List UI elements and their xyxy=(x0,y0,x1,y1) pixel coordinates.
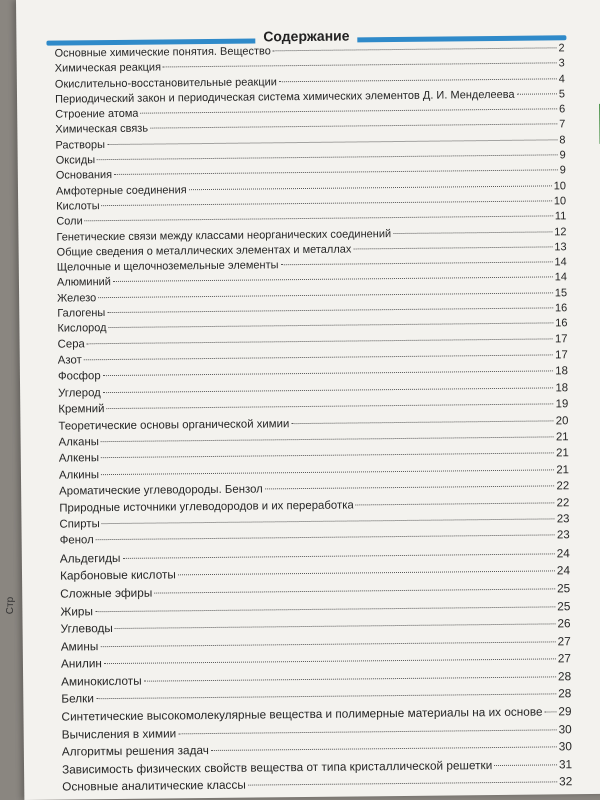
toc-entry-title: Кислоты xyxy=(56,200,100,213)
toc-entry-page: 15 xyxy=(554,286,568,300)
toc-entry-title: Железо xyxy=(57,291,97,305)
toc-entry-page: 7 xyxy=(559,118,566,131)
toc-entry-title: Амфотерные соединения xyxy=(55,183,187,198)
dot-leader xyxy=(100,641,555,647)
toc-entry-page: 17 xyxy=(555,349,568,362)
toc-entry-title: Алкины xyxy=(58,468,100,482)
dot-leader xyxy=(113,277,553,283)
toc-entry-page: 10 xyxy=(553,195,567,208)
toc-entry-page: 8 xyxy=(559,134,566,147)
toc-entry-page: 3 xyxy=(558,57,565,70)
toc-entry-page: 18 xyxy=(555,382,569,395)
toc-entry-title: Аминокислоты xyxy=(61,673,142,689)
dot-leader xyxy=(109,323,554,329)
toc-entry-title: Белки xyxy=(61,691,94,707)
dot-leader xyxy=(115,623,556,629)
toc-entry-page: 27 xyxy=(557,651,571,666)
dot-leader xyxy=(101,453,554,459)
dot-leader xyxy=(97,154,557,160)
toc-entry-title: Периодический закон и периодическая система химических элементов Д. И. Менделеева xyxy=(54,88,515,106)
toc-entry-title: Фенол xyxy=(59,534,94,547)
toc-entry-page: 14 xyxy=(554,271,568,284)
toc-entry-page: 12 xyxy=(554,225,567,238)
toc-entry-page: 22 xyxy=(556,496,570,509)
toc-entry-title: Анилин xyxy=(60,656,102,671)
toc-entry-title: Растворы xyxy=(55,138,106,152)
dot-leader xyxy=(85,216,553,222)
dot-leader xyxy=(141,109,558,114)
toc-entry-page: 14 xyxy=(554,256,567,269)
toc-entry-title: Амины xyxy=(60,638,99,654)
dot-leader xyxy=(101,469,554,475)
dot-leader xyxy=(84,354,553,360)
toc-entry-title: Азот xyxy=(57,354,82,367)
toc-entry-page: 24 xyxy=(556,563,571,578)
toc-entry-page: 21 xyxy=(555,431,569,444)
toc-entry-page: 25 xyxy=(557,598,571,613)
toc-entry-title: Сера xyxy=(57,337,85,351)
toc-entry-title: Галогены xyxy=(57,307,106,320)
toc-entry-page: 32 xyxy=(559,774,573,789)
dot-leader xyxy=(393,231,552,234)
toc-entry-title: Генетические связи между классами неорганических соединений xyxy=(56,227,392,244)
toc-entry-page: 9 xyxy=(559,164,566,177)
dot-leader xyxy=(154,588,555,593)
toc-entry-title: Углерод xyxy=(58,386,101,400)
toc-entry-page: 11 xyxy=(554,210,567,223)
toc-entry-title: Теоретические основы органической химии xyxy=(58,417,290,433)
dot-leader xyxy=(265,486,555,490)
dot-leader xyxy=(248,782,557,786)
toc-entry-page: 28 xyxy=(558,686,572,701)
toc-entry-page: 10 xyxy=(553,179,567,193)
dot-leader xyxy=(107,139,557,145)
toc-entry-title: Алканы xyxy=(58,436,99,449)
toc-entry-page: 21 xyxy=(556,447,569,460)
toc-entry-page: 24 xyxy=(556,545,570,561)
dot-leader xyxy=(178,729,556,734)
toc-entry-title: Строение атома xyxy=(55,107,139,121)
toc-entry-title: Жиры xyxy=(60,603,94,619)
dot-leader xyxy=(211,747,557,752)
dot-leader xyxy=(178,571,555,576)
toc-entry-page: 16 xyxy=(555,317,568,330)
toc-entry-page: 9 xyxy=(559,149,566,162)
toc-entry-page: 17 xyxy=(554,332,568,346)
toc-entry-title: Карбоновые кислоты xyxy=(59,567,176,583)
dot-leader xyxy=(144,676,556,681)
toc-entry-page: 6 xyxy=(558,103,566,116)
dot-leader xyxy=(545,711,557,712)
dot-leader xyxy=(273,47,557,51)
toc-entry-page: 26 xyxy=(557,616,571,631)
toc-entry-title: Щелочные и щелочноземельные элементы xyxy=(56,259,279,274)
dot-leader xyxy=(103,387,554,393)
toc-entry-title: Кремний xyxy=(58,403,105,416)
toc-entry-page: 18 xyxy=(555,365,568,378)
toc-entry-page: 31 xyxy=(558,757,573,772)
toc-entry-page: 30 xyxy=(558,739,572,754)
toc-entry-title: Алюминий xyxy=(56,276,111,290)
toc-entry-title: Фосфор xyxy=(57,370,101,384)
dot-leader xyxy=(517,93,557,94)
toc-entry-title: Соли xyxy=(56,215,83,228)
dot-leader xyxy=(291,420,553,424)
dot-leader xyxy=(102,518,555,524)
toc-entry-title: Основные химические понятия. Вещество xyxy=(54,45,271,60)
dot-leader xyxy=(107,307,553,313)
toc-entry-title: Углеводы xyxy=(60,621,113,636)
side-edge-text: Стр xyxy=(5,596,17,615)
toc-entry-title: Кислород xyxy=(57,322,107,335)
toc-entry-title: Основания xyxy=(55,169,113,182)
toc-entry-title: Вычисления в химии xyxy=(61,726,177,742)
toc-entry-title: Алгоритмы решения задач xyxy=(61,743,209,759)
toc-entry-title: Основные аналитические классы xyxy=(62,778,246,794)
dot-leader xyxy=(104,659,556,665)
toc-entry-page: 23 xyxy=(556,529,570,542)
toc-entry-title: Оксиды xyxy=(55,154,96,167)
dot-leader xyxy=(114,170,558,176)
toc-entry-title: Альдегиды xyxy=(59,550,121,566)
toc-entry-page: 16 xyxy=(554,302,568,315)
dot-leader xyxy=(356,502,555,505)
toc-entry-page: 2 xyxy=(558,42,565,55)
toc-entry-page: 29 xyxy=(558,704,572,719)
dot-leader xyxy=(103,371,554,377)
dot-leader xyxy=(353,246,552,249)
toc-entry-title: Химическая реакция xyxy=(54,61,162,75)
dot-leader xyxy=(281,262,553,266)
toc-entry-page: 13 xyxy=(554,241,567,254)
toc-entry-title: Химическая связь xyxy=(55,123,149,137)
dot-leader xyxy=(98,292,553,298)
toc-entry-page: 21 xyxy=(556,464,570,477)
dot-leader xyxy=(96,535,555,541)
dot-leader xyxy=(101,436,554,442)
toc-entry-page: 25 xyxy=(556,581,571,596)
dot-leader xyxy=(279,78,557,82)
toc-entry-page: 27 xyxy=(557,633,571,649)
toc-entry-title: Общие сведения о металлических элементах и металлах xyxy=(56,243,352,259)
toc-entry-title: Окислительно-восстановительные реакции xyxy=(54,75,277,91)
dot-leader xyxy=(102,200,552,206)
dot-leader xyxy=(494,764,557,766)
dot-leader xyxy=(189,185,552,190)
toc-entry-page: 5 xyxy=(558,88,566,101)
dot-leader xyxy=(96,694,556,700)
toc-entry-page: 23 xyxy=(556,513,570,526)
toc-entry-title: Природные источники углеводородов и их переработка xyxy=(59,499,354,515)
toc-entry-page: 28 xyxy=(557,669,572,684)
page-title: Содержание xyxy=(255,27,357,44)
table-of-contents xyxy=(55,42,573,797)
toc-entry-page: 30 xyxy=(558,721,572,737)
dot-leader xyxy=(87,338,553,344)
dot-leader xyxy=(150,124,557,129)
toc-entry-title: Зависимость физических свойств вещества от типа кристаллической решетки xyxy=(61,757,493,777)
toc-entry-title: Синтетические высокомолекулярные вещества и полимерные материалы на их основе xyxy=(61,704,543,724)
dot-leader xyxy=(122,553,554,559)
dot-leader xyxy=(163,63,557,68)
dot-leader xyxy=(106,404,553,410)
toc-entry-title: Ароматические углеводороды. Бензол xyxy=(59,483,263,498)
toc-entry-page: 19 xyxy=(555,398,569,411)
toc-entry-title: Спирты xyxy=(59,518,100,531)
toc-entry-title: Сложные эфиры xyxy=(60,585,153,601)
toc-entry-page: 20 xyxy=(555,414,569,427)
toc-entry-page: 22 xyxy=(556,480,570,493)
book-page xyxy=(16,0,600,800)
toc-entry-page: 4 xyxy=(558,72,565,85)
dot-leader xyxy=(95,606,555,612)
toc-entry-title: Алкены xyxy=(58,452,100,465)
